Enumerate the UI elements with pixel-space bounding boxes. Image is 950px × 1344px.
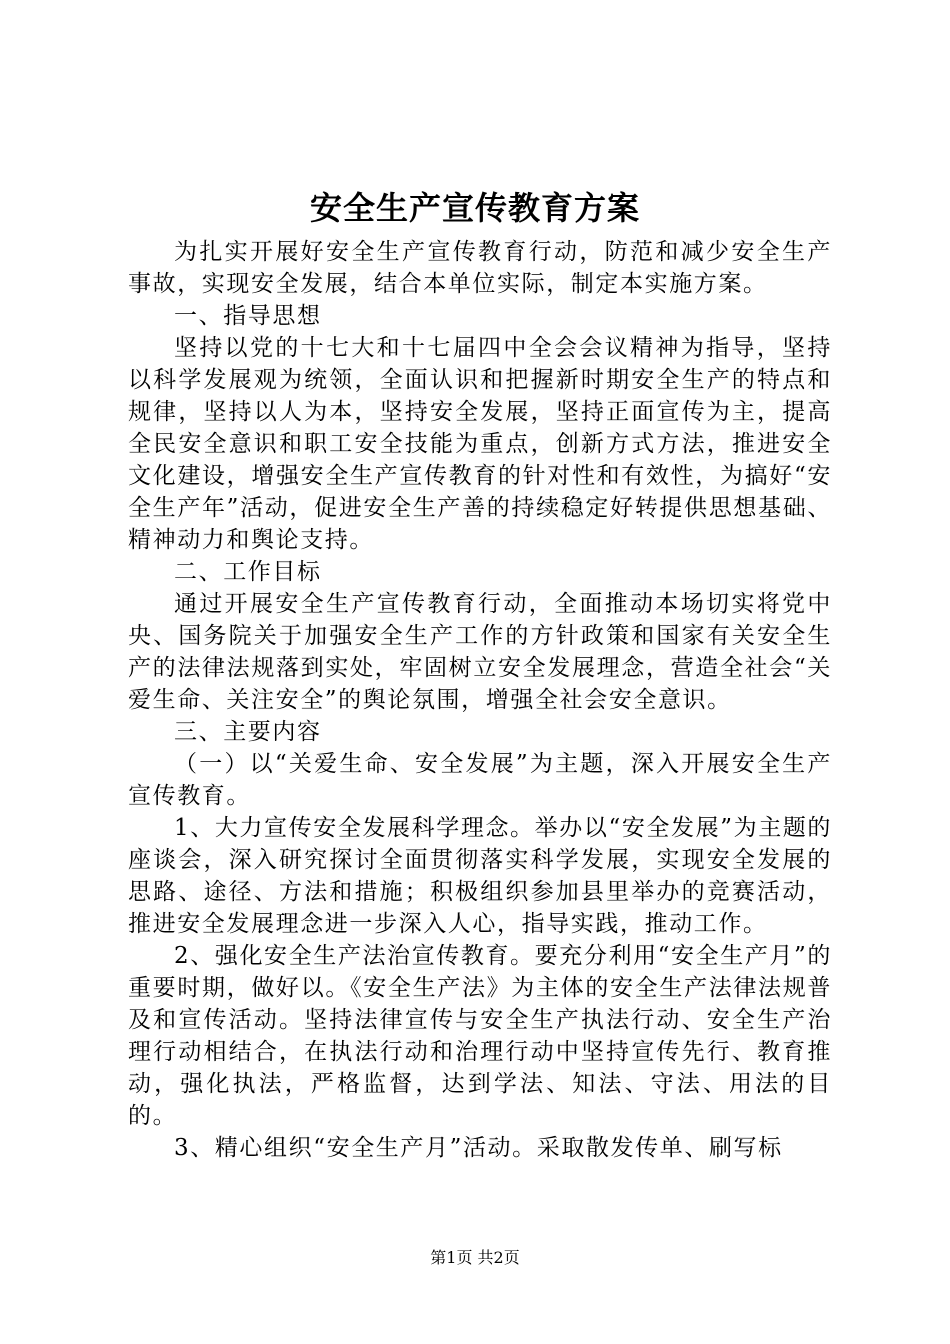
- document-title: 安全生产宣传教育方案: [309, 189, 640, 227]
- subsection-heading-theme: （一）以“关爱生命、安全发展”为主题，深入开展安全生产宣传教育。: [128, 751, 832, 809]
- section-heading-guiding-thought: 一、指导思想: [174, 303, 322, 329]
- section-heading-work-goals: 二、工作目标: [174, 559, 322, 585]
- item-paragraph-1: 1、大力宣传安全发展科学理念。举办以“安全发展”为主题的座谈会，深入研究探讨全面贯彻落实科学发展，实现安全发展的思路、途径、方法和措施；积极组织参加县里举办的竞赛活动，推进安全发展理念进一步深入人心，指导实践，推动工作。: [128, 815, 832, 937]
- section-heading-main-content: 三、主要内容: [174, 719, 322, 745]
- document-body: [128, 236, 832, 1164]
- guiding-thought-paragraph: 坚持以党的十七大和十七届四中全会会议精神为指导，坚持以科学发展观为统领，全面认识和把握新时期安全生产的特点和规律，坚持以人为本，坚持安全发展，坚持正面宣传为主，提高全民安全意识和职工安全技能为重点，创新方式方法，推进安全文化建设，增强安全生产宣传教育的针对性和有效性，为搞好“安全生产年”活动，促进安全生产善的持续稳定好转提供思想基础、精神动力和舆论支持。: [128, 335, 832, 553]
- intro-paragraph: 为扎实开展好安全生产宣传教育行动，防范和减少安全生产事故，实现安全发展，结合本单位实际，制定本实施方案。: [128, 239, 832, 297]
- item-paragraph-2: 2、强化安全生产法治宣传教育。要充分利用“安全生产月”的重要时期，做好以。《安全生产法》为主体的安全生产法律法规普及和宣传活动。坚持法律宣传与安全生产执法行动、安全生产治理行动相结合，在执法行动和治理行动中坚持宣传先行、教育推动，强化执法，严格监督，达到学法、知法、守法、用法的目的。: [128, 943, 832, 1129]
- page-indicator: 第1页 共2页: [430, 1248, 520, 1267]
- work-goals-paragraph: 通过开展安全生产宣传教育行动，全面推动本场切实将党中央、国务院关于加强安全生产工作的方针政策和国家有关安全生产的法律法规落到实处，牢固树立安全发展理念，营造全社会“关爱生命、关注安全”的舆论氛围，增强全社会安全意识。: [128, 591, 832, 713]
- item-paragraph-3: 3、精心组织“安全生产月”活动。采取散发传单、刷写标: [174, 1135, 783, 1161]
